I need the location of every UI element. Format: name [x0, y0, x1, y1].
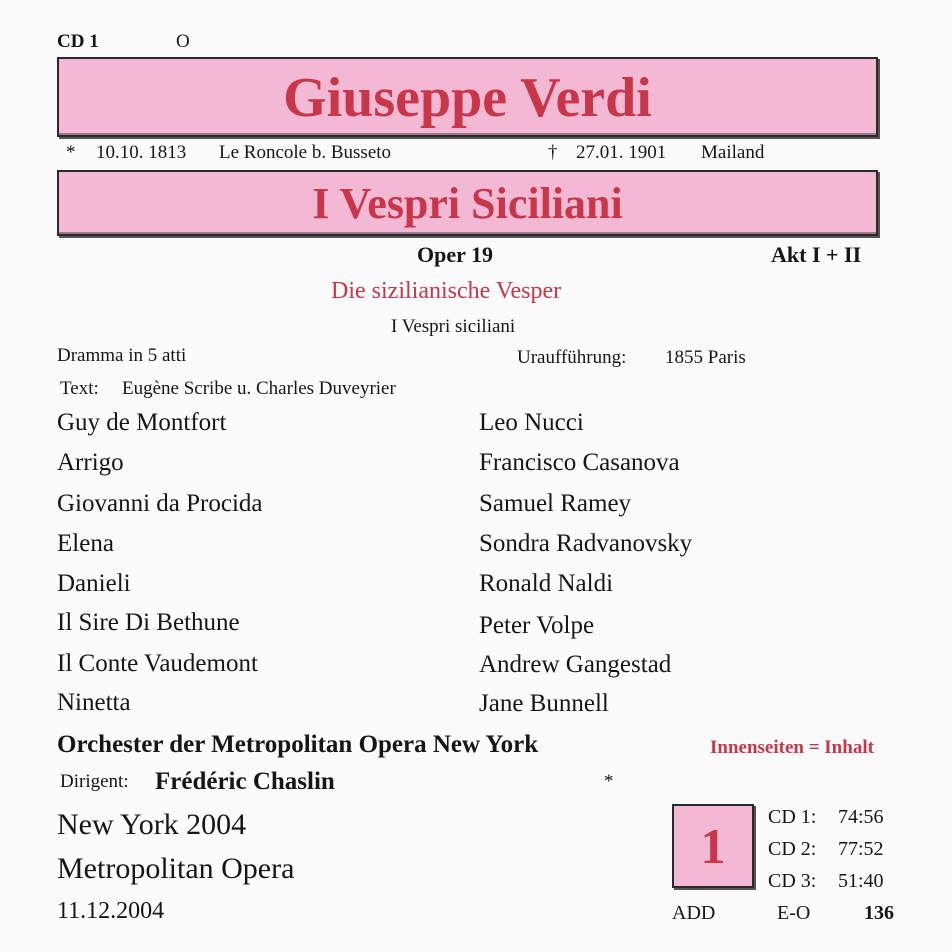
birth-place: Le Roncole b. Busseto: [219, 142, 392, 163]
conductor-label: Dirigent:: [60, 771, 129, 792]
circle-mark: O: [176, 31, 190, 52]
birth-date: 10.10. 1813: [96, 142, 187, 163]
composer-name: Giuseppe Verdi: [283, 67, 652, 129]
duration-time: 77:52: [838, 838, 884, 860]
disc-number: 1: [700, 818, 726, 874]
source: E-O: [777, 902, 811, 924]
conductor-mark: *: [604, 771, 614, 792]
cast-role: Guy de Montfort: [57, 409, 227, 436]
work-title: I Vespri Siciliani: [312, 179, 623, 228]
cast-singer: Sondra Radvanovsky: [479, 530, 693, 557]
conductor-name: Frédéric Chaslin: [155, 768, 335, 795]
german-title: Die sizilianische Vesper: [331, 278, 562, 304]
cast-role: Il Sire Di Bethune: [57, 609, 240, 636]
duration-label: CD 3:: [768, 870, 817, 892]
acts: Akt I + II: [771, 242, 862, 267]
recording-venue: Metropolitan Opera: [57, 852, 295, 885]
cd-label: CD 1: [57, 31, 99, 52]
duration-time: 51:40: [838, 870, 884, 892]
cast-singer: Samuel Ramey: [479, 490, 632, 517]
orchestra: Orchester der Metropolitan Opera New York: [57, 731, 539, 758]
composer-banner: [57, 57, 878, 137]
title-banner: [57, 170, 878, 236]
premiere-label: Uraufführung:: [517, 347, 627, 368]
death-date: 27.01. 1901: [576, 142, 667, 163]
cast-singer: Leo Nucci: [479, 409, 584, 436]
inner-pages-note: Innenseiten = Inhalt: [710, 737, 874, 758]
birth-symbol: *: [66, 142, 76, 163]
cast-singer: Andrew Gangestad: [479, 651, 672, 678]
text-authors: Eugène Scribe u. Charles Duveyrier: [122, 378, 396, 399]
cast-singer: Peter Volpe: [479, 612, 595, 639]
duration-label: CD 1:: [768, 806, 817, 828]
disc-number-box: [672, 804, 754, 888]
death-place: Mailand: [701, 142, 765, 163]
format: ADD: [672, 902, 716, 924]
cast-role: Danieli: [57, 570, 131, 597]
cast-singer: Francisco Casanova: [479, 449, 680, 476]
death-symbol: †: [548, 142, 558, 163]
opus: Oper 19: [417, 242, 493, 267]
cast-role: Il Conte Vaudemont: [57, 650, 258, 677]
premiere-value: 1855 Paris: [665, 347, 746, 368]
cast-role: Giovanni da Procida: [57, 490, 263, 517]
cast-role: Ninetta: [57, 689, 131, 716]
text-label: Text:: [60, 378, 99, 399]
duration-time: 74:56: [838, 806, 884, 828]
cast-role: Elena: [57, 530, 114, 557]
recording-city-year: New York 2004: [57, 808, 247, 841]
catalog-number: 136: [864, 902, 894, 924]
italian-title: I Vespri siciliani: [391, 316, 516, 337]
cast-role: Arrigo: [57, 449, 124, 476]
genre: Dramma in 5 atti: [57, 345, 187, 366]
recording-date: 11.12.2004: [57, 898, 165, 924]
cast-singer: Jane Bunnell: [479, 690, 609, 717]
cast-singer: Ronald Naldi: [479, 570, 614, 597]
duration-label: CD 2:: [768, 838, 817, 860]
